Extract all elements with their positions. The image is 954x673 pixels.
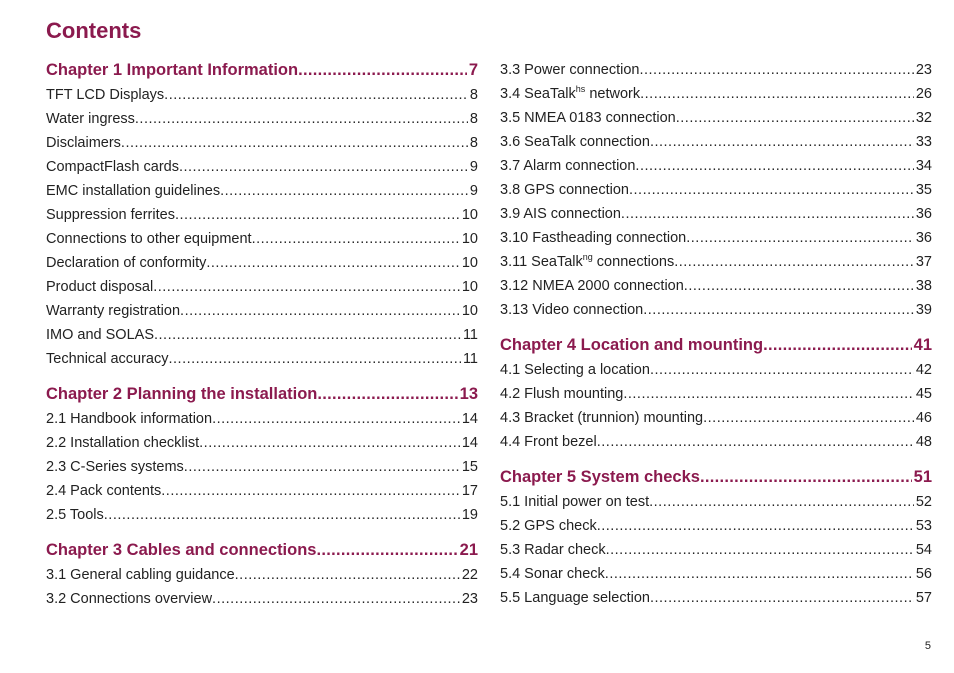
entry-title: 4.3 Bracket (trunnion) mounting — [500, 410, 704, 426]
toc-entry-link[interactable] — [46, 563, 478, 587]
page-ref: 42 — [915, 362, 932, 378]
dot-leader — [121, 131, 468, 155]
page-ref: 10 — [461, 255, 478, 271]
page-ref: 38 — [915, 278, 932, 294]
toc-entry-link[interactable] — [500, 178, 932, 202]
page-ref: 11 — [462, 327, 478, 343]
page-ref: 10 — [461, 303, 478, 319]
page-ref: 56 — [915, 566, 932, 582]
toc-entry-link[interactable] — [500, 490, 932, 514]
dot-leader — [640, 82, 914, 106]
dot-leader — [635, 154, 913, 178]
entry-title: 3.3 Power connection — [500, 62, 640, 78]
page-ref: 35 — [915, 182, 932, 198]
entry-title: Water ingress — [46, 111, 135, 127]
entry-title: 2.4 Pack contents — [46, 483, 162, 499]
entry-title: 3.10 Fastheading connection — [500, 230, 687, 246]
toc-entry-link[interactable] — [500, 514, 932, 538]
page-ref: 23 — [915, 62, 932, 78]
toc-right-column — [500, 59, 932, 610]
toc-entry-link[interactable] — [500, 130, 932, 154]
dot-leader — [169, 347, 461, 371]
entry-title: 3.9 AIS connection — [500, 206, 621, 222]
page-ref: 10 — [461, 279, 478, 295]
page-ref: 21 — [459, 541, 478, 559]
page-ref: 33 — [915, 134, 932, 150]
entry-title: 2.2 Installation checklist — [46, 435, 200, 451]
dot-leader — [235, 563, 460, 587]
toc-entry-link[interactable] — [46, 407, 478, 431]
entry-title: 5.5 Language selection — [500, 590, 650, 606]
page-ref: 13 — [459, 385, 478, 403]
chapter-title: Chapter 3 Cables and connections — [46, 541, 317, 559]
page-ref: 14 — [461, 435, 478, 451]
dot-leader — [184, 455, 460, 479]
page-ref: 10 — [461, 207, 478, 223]
entry-title: 2.5 Tools — [46, 507, 104, 523]
toc-entry-link[interactable] — [46, 503, 478, 527]
toc-entry-link[interactable] — [46, 227, 478, 251]
page-title: Contents — [46, 18, 142, 43]
page-ref: 36 — [915, 206, 932, 222]
page-ref: 52 — [915, 494, 932, 510]
toc-entry-link[interactable] — [500, 586, 932, 610]
dot-leader — [606, 538, 914, 562]
dot-leader — [639, 58, 913, 82]
dot-leader — [153, 275, 460, 299]
toc-entry-link[interactable] — [46, 179, 478, 203]
dot-leader — [684, 274, 914, 298]
entry-title: 3.13 Video connection — [500, 302, 644, 318]
toc-entry-link[interactable] — [500, 538, 932, 562]
entry-title: Disclaimers — [46, 135, 121, 151]
dot-leader — [252, 227, 460, 251]
toc-entry-link[interactable] — [46, 455, 478, 479]
chapter-title: Chapter 1 Important Information — [46, 61, 299, 79]
dot-leader — [164, 83, 468, 107]
entry-title: 2.1 Handbook information — [46, 411, 213, 427]
dot-leader — [650, 586, 914, 610]
chapter-title: Chapter 5 System checks — [500, 468, 700, 486]
dot-leader — [700, 464, 912, 490]
entry-title: CompactFlash cards — [46, 159, 179, 175]
toc-chapter-link[interactable] — [46, 381, 478, 407]
page-ref: 36 — [915, 230, 932, 246]
dot-leader — [298, 57, 467, 83]
toc-entry-link[interactable] — [46, 431, 478, 455]
entry-title: 3.11 SeaTalk$^{ng}$ connections — [500, 252, 675, 270]
entry-title: 3.8 GPS connection — [500, 182, 629, 198]
page-ref: 41 — [913, 336, 932, 354]
entry-title: 4.4 Front bezel — [500, 434, 597, 450]
toc-entry-link[interactable] — [500, 430, 932, 454]
toc-entry-link[interactable] — [46, 299, 478, 323]
toc-chapter-link[interactable] — [46, 57, 478, 83]
entry-title: 3.7 Alarm connection — [500, 158, 636, 174]
superscript: ng — [582, 252, 593, 263]
page-ref: 15 — [461, 459, 478, 475]
dot-leader — [597, 514, 914, 538]
toc-chapter-link[interactable] — [500, 464, 932, 490]
dot-leader — [629, 178, 914, 202]
toc-entry-link[interactable] — [500, 298, 932, 322]
entry-title: 5.3 Radar check — [500, 542, 606, 558]
toc-entry-link[interactable] — [46, 587, 478, 611]
toc-entry-link[interactable] — [46, 83, 478, 107]
toc-entry-link[interactable] — [500, 106, 932, 130]
page-ref: 51 — [913, 468, 932, 486]
toc-left-column — [46, 59, 478, 611]
entry-title: 4.1 Selecting a location — [500, 362, 650, 378]
entry-title: Technical accuracy — [46, 351, 169, 367]
dot-leader — [104, 503, 460, 527]
toc-entry-link[interactable] — [500, 250, 932, 274]
entry-title: 3.2 Connections overview — [46, 591, 213, 607]
dot-leader — [212, 587, 460, 611]
toc-entry-link[interactable] — [46, 275, 478, 299]
dot-leader — [316, 537, 457, 563]
toc-entry-link[interactable] — [500, 358, 932, 382]
page-ref: 48 — [915, 434, 932, 450]
entry-title: 2.3 C-Series systems — [46, 459, 184, 475]
page-ref: 8 — [469, 135, 478, 151]
page-ref: 26 — [915, 86, 932, 102]
page-ref: 19 — [461, 507, 478, 523]
toc-chapter-link[interactable] — [46, 537, 478, 563]
entry-title: 3.4 SeaTalk$^{hs}$ network — [500, 84, 641, 102]
page-ref: 54 — [915, 542, 932, 558]
page-ref: 9 — [469, 159, 478, 175]
toc-entry-link[interactable] — [46, 203, 478, 227]
toc-entry-link[interactable] — [46, 347, 478, 371]
page-ref: 8 — [469, 111, 478, 127]
page-ref: 46 — [915, 410, 932, 426]
superscript: hs — [575, 84, 586, 95]
toc-entry-link[interactable] — [500, 226, 932, 250]
page-ref: 39 — [915, 302, 932, 318]
dot-leader — [212, 407, 460, 431]
dot-leader — [703, 406, 914, 430]
toc-entry-link[interactable] — [500, 406, 932, 430]
page-number: 5 — [924, 640, 931, 652]
toc-entry-link[interactable] — [500, 58, 932, 82]
chapter-title: Chapter 2 Planning the installation — [46, 385, 318, 403]
chapter-title: Chapter 4 Location and mounting — [500, 336, 764, 354]
entry-title: EMC installation guidelines — [46, 183, 221, 199]
dot-leader — [220, 179, 468, 203]
toc-entry-link[interactable] — [46, 131, 478, 155]
page-ref: 8 — [469, 87, 478, 103]
entry-title: 3.6 SeaTalk connection — [500, 134, 650, 150]
dot-leader — [649, 490, 914, 514]
dot-leader — [154, 323, 461, 347]
entry-title: 3.1 General cabling guidance — [46, 567, 235, 583]
dot-leader — [180, 299, 460, 323]
dot-leader — [175, 203, 460, 227]
dot-leader — [206, 251, 459, 275]
page-ref: 7 — [468, 61, 478, 79]
dot-leader — [650, 358, 914, 382]
dot-leader — [650, 130, 914, 154]
dot-leader — [676, 106, 914, 130]
page-ref: 53 — [915, 518, 932, 534]
entry-title: 5.2 GPS check — [500, 518, 597, 534]
entry-title: 5.1 Initial power on test — [500, 494, 650, 510]
toc-entry-link[interactable] — [500, 382, 932, 406]
entry-title: 4.2 Flush mounting — [500, 386, 624, 402]
page-ref: 9 — [469, 183, 478, 199]
page-ref: 10 — [461, 231, 478, 247]
dot-leader — [621, 202, 914, 226]
dot-leader — [161, 479, 460, 503]
entry-title: TFT LCD Displays — [46, 87, 165, 103]
dot-leader — [674, 250, 914, 274]
toc-entry-link[interactable] — [46, 323, 478, 347]
toc-entry-link[interactable] — [500, 274, 932, 298]
dot-leader — [763, 332, 912, 358]
page-ref: 17 — [461, 483, 478, 499]
dot-leader — [597, 430, 914, 454]
toc-entry-link[interactable] — [46, 479, 478, 503]
page-ref: 37 — [915, 254, 932, 270]
entry-title: 5.4 Sonar check — [500, 566, 605, 582]
dot-leader — [623, 382, 914, 406]
page-ref: 11 — [462, 351, 478, 367]
toc-entry-link[interactable] — [500, 82, 932, 106]
page-ref: 32 — [915, 110, 932, 126]
entry-title: 3.12 NMEA 2000 connection — [500, 278, 684, 294]
entry-title: Suppression ferrites — [46, 207, 175, 223]
entry-title: Product disposal — [46, 279, 154, 295]
dot-leader — [643, 298, 914, 322]
entry-title: 3.5 NMEA 0183 connection — [500, 110, 676, 126]
dot-leader — [605, 562, 914, 586]
dot-leader — [179, 155, 468, 179]
dot-leader — [317, 381, 457, 407]
toc-entry-link[interactable] — [500, 562, 932, 586]
toc-entry-link[interactable] — [46, 107, 478, 131]
toc-entry-link[interactable] — [46, 155, 478, 179]
toc-chapter-link[interactable] — [500, 332, 932, 358]
dot-leader — [135, 107, 468, 131]
entry-title: IMO and SOLAS — [46, 327, 154, 343]
entry-title: Warranty registration — [46, 303, 181, 319]
toc-entry-link[interactable] — [500, 154, 932, 178]
page-ref: 45 — [915, 386, 932, 402]
page-ref: 34 — [915, 158, 932, 174]
toc-entry-link[interactable] — [46, 251, 478, 275]
dot-leader — [686, 226, 914, 250]
entry-title: Connections to other equipment — [46, 231, 252, 247]
dot-leader — [199, 431, 460, 455]
toc-entry-link[interactable] — [500, 202, 932, 226]
page-ref: 57 — [915, 590, 932, 606]
entry-title: Declaration of conformity — [46, 255, 207, 271]
page-ref: 23 — [461, 591, 478, 607]
page-ref: 22 — [461, 567, 478, 583]
page-ref: 14 — [461, 411, 478, 427]
